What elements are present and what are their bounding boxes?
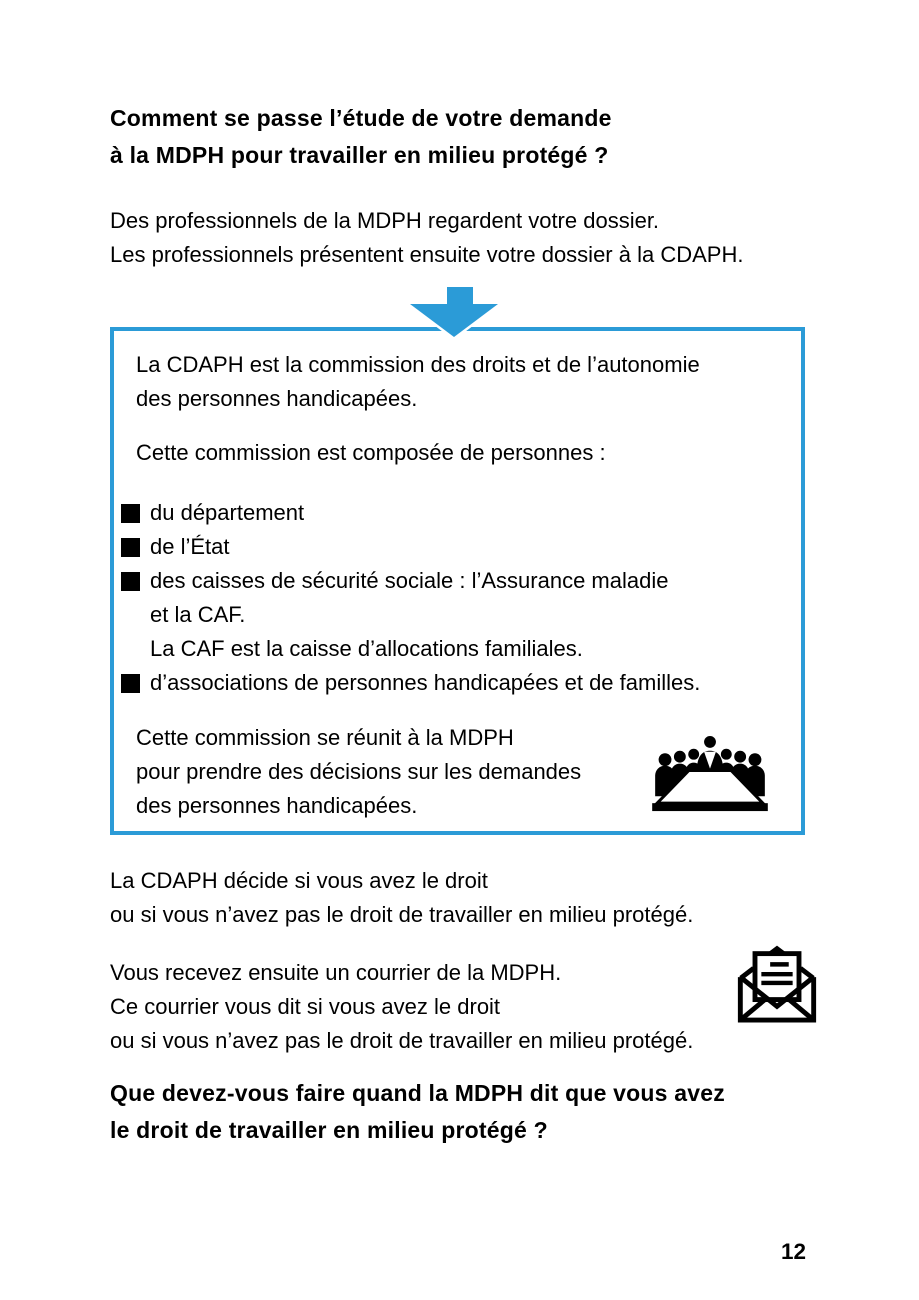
list-item <box>121 666 781 700</box>
paragraph-line: Cette commission se réunit à la MDPH <box>136 725 514 750</box>
list-item-text: de l’État <box>150 534 230 559</box>
list-item-continuation: et la CAF. <box>150 602 246 627</box>
question-heading-2 <box>110 1075 725 1149</box>
page-number: 12 <box>781 1239 807 1264</box>
paragraph-line: ou si vous n’avez pas le droit de travailler en milieu protégé. <box>110 902 694 927</box>
paragraph-line: Ce courrier vous dit si vous avez le droit <box>110 994 501 1019</box>
heading-line: Que devez-vous faire quand la MDPH dit que vous avez <box>110 1080 725 1106</box>
paragraph-line: Des professionnels de la MDPH regardent votre dossier. <box>110 208 660 233</box>
intro-paragraph <box>110 204 743 272</box>
paragraph-line: La CDAPH décide si vous avez le droit <box>110 868 488 893</box>
paragraph-line: Les professionnels présentent ensuite votre dossier à la CDAPH. <box>110 242 744 267</box>
heading-line: à la MDPH pour travailler en milieu protégé ? <box>110 142 609 168</box>
commission-members-list <box>136 496 781 700</box>
paragraph-line: La CDAPH est la commission des droits et de l’autonomie <box>136 352 700 377</box>
list-item-continuation: La CAF est la caisse d’allocations familiales. <box>150 636 583 661</box>
square-bullet-icon <box>121 538 140 557</box>
question-heading-1 <box>110 100 612 174</box>
box-paragraph-1 <box>136 348 781 416</box>
down-arrow-icon <box>410 287 498 337</box>
cdaph-info-box <box>110 327 805 835</box>
paragraph-line: Vous recevez ensuite un courrier de la MDPH. <box>110 960 562 985</box>
paragraph-line: ou si vous n’avez pas le droit de travailler en milieu protégé. <box>110 1028 694 1053</box>
square-bullet-icon <box>121 572 140 591</box>
heading-line: Comment se passe l’étude de votre demande <box>110 105 612 131</box>
list-item-text: du département <box>150 500 305 525</box>
meeting-table-icon <box>643 733 777 817</box>
square-bullet-icon <box>121 674 140 693</box>
paragraph-line: des personnes handicapées. <box>136 386 418 411</box>
list-item <box>121 530 781 564</box>
decision-paragraph <box>110 864 693 932</box>
box-paragraph-2: Cette commission est composée de personnes : <box>136 440 606 465</box>
list-item <box>121 496 781 530</box>
square-bullet-icon <box>121 504 140 523</box>
letter-paragraph <box>110 956 693 1058</box>
open-envelope-letter-icon <box>733 937 821 1025</box>
list-item-text: des caisses de sécurité sociale : l’Assurance maladie <box>150 568 669 593</box>
heading-line: le droit de travailler en milieu protégé ? <box>110 1117 548 1143</box>
paragraph-line: des personnes handicapées. <box>136 793 418 818</box>
paragraph-line: pour prendre des décisions sur les demandes <box>136 759 582 784</box>
list-item-text: d’associations de personnes handicapées et de familles. <box>150 670 701 695</box>
list-item <box>121 564 781 598</box>
